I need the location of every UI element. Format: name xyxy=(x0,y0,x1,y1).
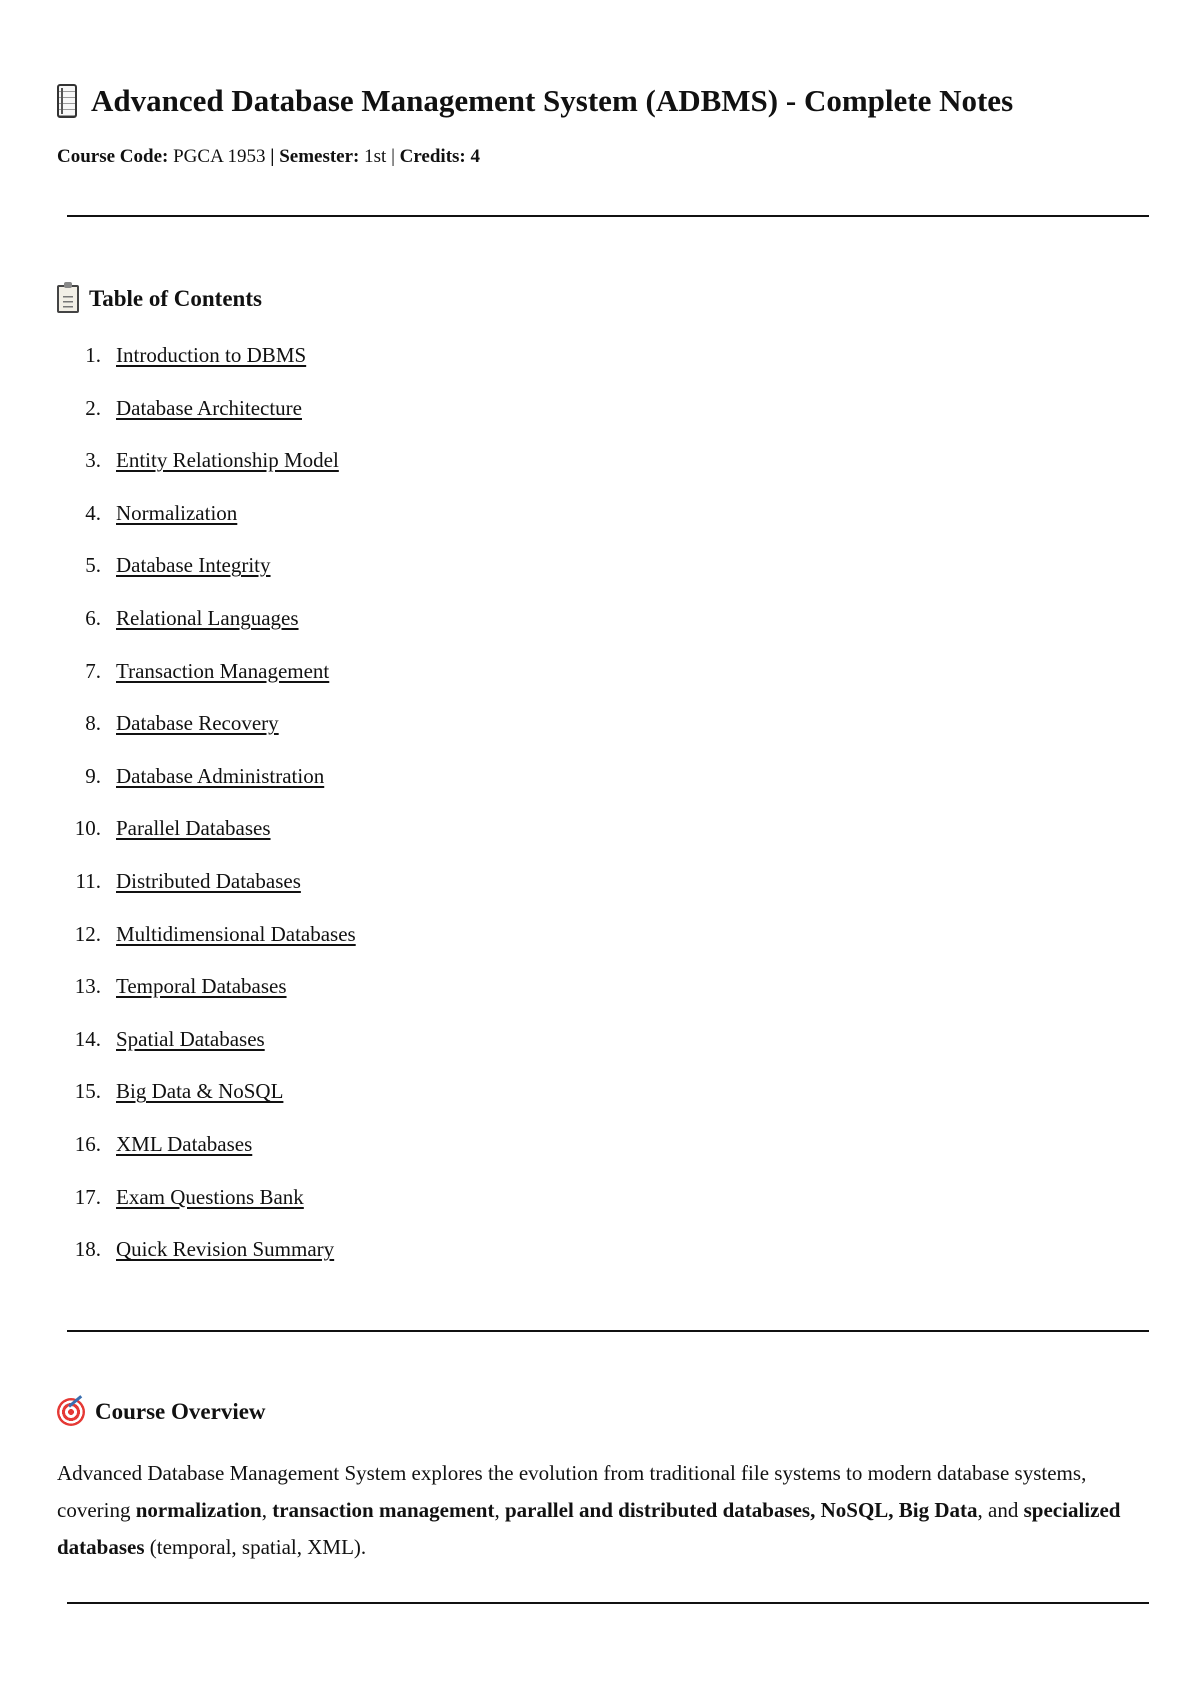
toc-item xyxy=(57,445,356,498)
toc-link[interactable]: Relational Languages xyxy=(116,605,299,630)
overview-text: , xyxy=(494,1498,505,1522)
toc-item xyxy=(57,498,356,551)
toc-item-number: 15. xyxy=(74,1079,101,1104)
toc-link[interactable]: Entity Relationship Model xyxy=(116,448,339,473)
toc-item xyxy=(57,340,356,393)
divider xyxy=(67,1330,1149,1332)
toc-link[interactable]: Normalization xyxy=(116,500,238,525)
toc-item xyxy=(57,656,356,709)
overview-text: (temporal, spatial, XML). xyxy=(144,1535,367,1559)
toc-item xyxy=(57,1182,356,1235)
toc-item-number: 1. xyxy=(85,343,101,367)
clipboard-icon xyxy=(57,285,79,313)
toc-item xyxy=(57,708,356,761)
divider xyxy=(67,215,1149,217)
toc-item-number: 13. xyxy=(74,974,101,999)
credits-label: Credits: xyxy=(399,146,466,167)
toc-link[interactable]: XML Databases xyxy=(116,1131,253,1156)
toc-item-number: 7. xyxy=(85,658,101,683)
page-title-text: Advanced Database Management System (ADBMS) - Complete Notes xyxy=(91,83,1014,118)
toc-item-number: 3. xyxy=(85,448,101,473)
toc-item-number: 16. xyxy=(74,1131,101,1156)
overview-text: Advanced Database Management System explores the evolution from traditional file systems to modern database systems, covering xyxy=(57,1461,1087,1522)
semester-label: Semester: xyxy=(279,146,360,167)
toc-item xyxy=(57,550,356,603)
overview-keyword: NoSQL xyxy=(820,1498,889,1522)
toc-link[interactable]: Database Architecture xyxy=(116,395,302,420)
toc-item-number: 14. xyxy=(74,1026,101,1051)
target-icon xyxy=(57,1398,85,1426)
notebook-icon xyxy=(57,84,77,118)
toc-heading xyxy=(57,282,262,316)
toc-item xyxy=(57,866,356,919)
overview-text: , xyxy=(810,1498,821,1522)
credits-value: 4 xyxy=(470,146,481,167)
toc-item-number: 10. xyxy=(74,816,101,841)
toc-item-number: 6. xyxy=(85,605,101,630)
toc-item-number: 2. xyxy=(85,395,101,420)
toc-item xyxy=(57,393,356,446)
toc-item xyxy=(57,919,356,972)
toc-item-number: 12. xyxy=(74,921,101,946)
toc-item xyxy=(57,971,356,1024)
semester-value: 1st xyxy=(364,146,387,167)
overview-heading-text: Course Overview xyxy=(95,1399,266,1424)
toc-link[interactable]: Introduction to DBMS xyxy=(116,343,307,367)
toc-link[interactable]: Database Integrity xyxy=(116,553,271,578)
overview-keyword: normalization xyxy=(135,1498,262,1522)
toc-link[interactable]: Distributed Databases xyxy=(116,868,301,893)
overview-paragraph xyxy=(57,1455,1149,1566)
divider xyxy=(67,1602,1149,1604)
overview-text: , xyxy=(261,1498,273,1522)
overview-text: , xyxy=(888,1498,899,1522)
toc-item xyxy=(57,1076,356,1129)
meta-separator: | xyxy=(391,146,395,167)
overview-keyword: transaction management xyxy=(272,1498,495,1522)
table-of-contents xyxy=(57,340,356,1287)
toc-link[interactable]: Exam Questions Bank xyxy=(116,1184,304,1209)
meta-separator: | xyxy=(270,146,275,167)
toc-item-number: 8. xyxy=(85,711,101,736)
overview-keyword: Big Data xyxy=(898,1498,978,1522)
toc-item xyxy=(57,1024,356,1077)
toc-link[interactable]: Database Recovery xyxy=(116,711,279,736)
toc-heading-text: Table of Contents xyxy=(89,286,262,311)
overview-keyword: parallel and distributed databases xyxy=(504,1498,811,1522)
toc-item xyxy=(57,1129,356,1182)
toc-link[interactable]: Big Data & NoSQL xyxy=(116,1079,284,1104)
toc-item-number: 5. xyxy=(85,553,101,578)
toc-item xyxy=(57,603,356,656)
toc-item xyxy=(57,1234,356,1287)
toc-link[interactable]: Transaction Management xyxy=(116,658,330,683)
page-title xyxy=(57,78,1013,124)
toc-item-number: 4. xyxy=(85,500,101,525)
overview-keyword: specialized databases xyxy=(57,1498,1121,1559)
toc-link[interactable]: Spatial Databases xyxy=(116,1026,265,1051)
toc-link[interactable]: Multidimensional Databases xyxy=(116,921,356,946)
toc-item xyxy=(57,813,356,866)
toc-link[interactable]: Parallel Databases xyxy=(116,816,271,841)
toc-link[interactable]: Temporal Databases xyxy=(116,974,287,999)
toc-item xyxy=(57,761,356,814)
overview-text: , and xyxy=(977,1498,1024,1522)
course-code-value: PGCA 1953 xyxy=(173,146,266,167)
toc-item-number: 18. xyxy=(74,1237,101,1262)
course-meta xyxy=(57,143,480,171)
toc-link[interactable]: Database Administration xyxy=(116,763,325,788)
course-code-label: Course Code: xyxy=(57,146,169,167)
toc-link[interactable]: Quick Revision Summary xyxy=(116,1237,335,1262)
toc-item-number: 11. xyxy=(75,868,101,893)
toc-item-number: 17. xyxy=(74,1184,101,1209)
overview-heading xyxy=(57,1395,266,1429)
toc-item-number: 9. xyxy=(85,763,101,788)
